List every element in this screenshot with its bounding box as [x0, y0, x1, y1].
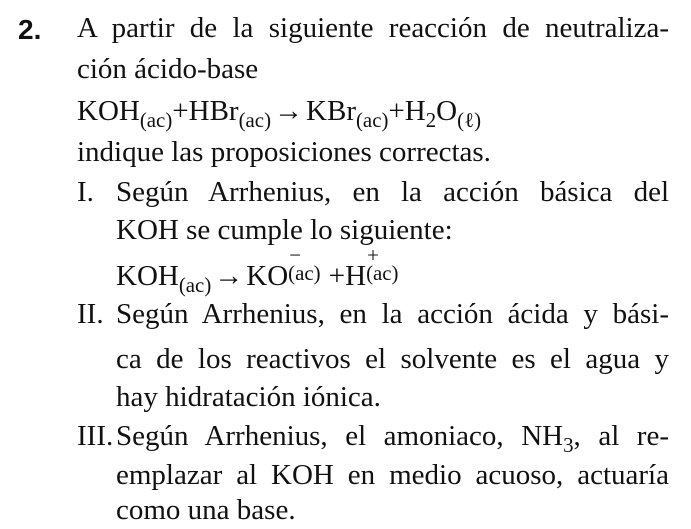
product-1: KBr [306, 95, 356, 127]
proposition-iii-label: III. [77, 420, 114, 452]
reactant-1: KOH [77, 95, 140, 127]
eq-reactant: KOH [116, 260, 179, 292]
intro-line-2: ción ácido-base [77, 53, 259, 85]
product-2-subscript: 2 [425, 107, 437, 132]
nh3-subscript: 3 [563, 432, 574, 457]
main-reaction [77, 95, 482, 132]
product-1-state: (ac) [355, 107, 389, 132]
proposition-ii-line-2: ca de los reactivos el solvente es el agua y [116, 343, 669, 375]
eq-reactant-state: (ac) [178, 272, 212, 297]
proposition-iii-line-3: como una base. [116, 494, 296, 526]
eq-product-1: KO [246, 260, 289, 292]
proposition-i-line-2: KOH se cumple lo siguiente: [116, 214, 453, 246]
proposition-iii-text-b: , al re- [573, 420, 669, 452]
proposition-ii-label: II. [77, 298, 104, 330]
proposition-i-line-1: Según Arrhenius, en la acción básica del [116, 176, 669, 208]
proposition-i-equation [116, 242, 407, 297]
reactant-2: HBr [188, 95, 239, 127]
eq-product-2-state: (ac) [366, 260, 399, 285]
plus-sign: + [328, 260, 346, 292]
plus-sign: + [388, 95, 405, 127]
proposition-ii-line-3: hay hidratación iónica. [116, 381, 381, 413]
eq-product-1-charge: − [289, 242, 301, 267]
proposition-i-label: I. [77, 176, 94, 208]
product-2-h: H [404, 95, 426, 127]
eq-product-1-scripts [288, 242, 329, 285]
reactant-1-state: (ac) [139, 107, 173, 132]
eq-product-1-state: (ac) [288, 260, 321, 285]
intro-line-1: A partir de la siguiente reacción de neutraliza- [77, 12, 669, 44]
product-2-o: O [436, 95, 458, 127]
eq-product-2-scripts [366, 242, 407, 285]
proposition-iii-line-2: emplazar al KOH en medio acuoso, actuaría [116, 459, 669, 491]
eq-product-2-charge: + [367, 242, 379, 267]
eq-product-2: H [345, 260, 367, 292]
reactant-2-state: (ac) [238, 107, 272, 132]
problem-number: 2. [18, 14, 42, 45]
proposition-iii-line-1 [116, 420, 669, 457]
proposition-ii-line-1: Según Arrhenius, en la acción ácida y bási- [116, 298, 669, 330]
question-text: indique las proposiciones correctas. [77, 136, 491, 168]
eq-arrow: → [214, 260, 244, 292]
reaction-arrow: → [274, 95, 304, 127]
plus-sign: + [172, 95, 189, 127]
proposition-iii-text-a: Según Arrhenius, el amoniaco, NH [116, 420, 564, 452]
product-2-state: (ℓ) [457, 107, 482, 132]
